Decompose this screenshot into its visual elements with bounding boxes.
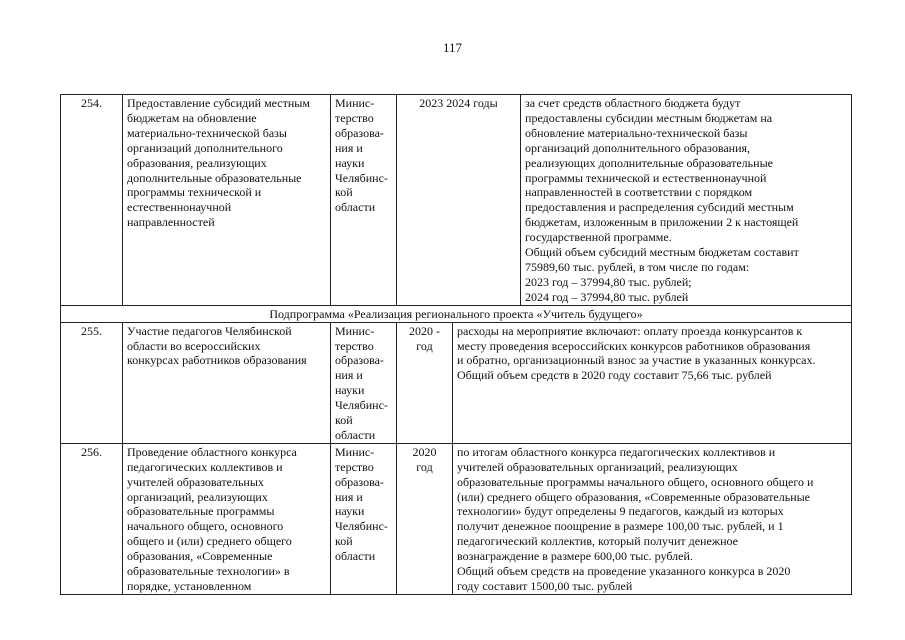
row-number: 255. — [61, 322, 123, 443]
page-number: 117 — [442, 40, 463, 55]
activity-title: Участие педагогов Челябинской области во всероссийских конкурсах работников образования — [123, 322, 331, 443]
activity-title: Предоставление субсидий местным бюджетам на обновление материально-технической базы организаций дополнительного образования, реализующих дополнительные образовательные программы технической и естественнонаучной направленностей — [123, 95, 331, 306]
period: 2020 - год — [397, 322, 453, 443]
period: 2020 год — [397, 443, 453, 594]
row-number: 256. — [61, 443, 123, 594]
table-row-255 — [61, 322, 852, 443]
activity-description: за счет средств областного бюджета будут предоставлены субсидии местным бюджетам на обновление материально-технической базы организаций дополнительного образования, реализующих дополнительные образовательные программы технической и естественнонаучной направленностей в соответствии с порядком предоставления и распределения субсидий местным бюджетам, изложенным в приложении 2 к настоящей государственной программе. Общий объем субсидий местным бюджетам составит 75989,60 тыс. рублей, в том числе по годам: 2023 год – 37994,80 тыс. рублей; 2024 год – 37994,80 тыс. рублей — [521, 95, 852, 306]
subprogram-title: Подпрограмма «Реализация регионального проекта «Учитель будущего» — [61, 305, 852, 322]
period: 2023 2024 годы — [397, 95, 521, 306]
row-number: 254. — [61, 95, 123, 306]
table-row-254 — [61, 95, 852, 306]
activity-description: расходы на мероприятие включают: оплату проезда конкурсантов к месту проведения всероссийских конкурсов работников образования и обратно, организационный взнос за участие в указанных конкурсах. Общий объем средств в 2020 году составит 75,66 тыс. рублей — [453, 322, 852, 443]
responsible-org: Минис- терство образова- ния и науки Челябинс- кой области — [331, 322, 397, 443]
activities-table — [60, 94, 852, 595]
responsible-org: Минис- терство образова- ния и науки Челябинс- кой области — [331, 95, 397, 306]
activity-description: по итогам областного конкурса педагогических коллективов и учителей образовательных организаций, реализующих образовательные программы начального общего, основного общего и (или) среднего общего образования, «Современные образовательные технологии» будут определены 9 педагогов, каждый из которых получит денежное поощрение в размере 100,00 тыс. рублей, и 1 педагогический коллектив, который получит денежное вознаграждение в размере 600,00 тыс. рублей. Общий объем средств на проведение указанного конкурса в 2020 году составит 1500,00 тыс. рублей — [453, 443, 852, 594]
subprogram-header-row — [61, 305, 852, 322]
activity-title: Проведение областного конкурса педагогических коллективов и учителей образовательных организаций, реализующих образовательные программы начального общего, основного общего и (или) среднего общего образования, «Современные образовательные технологии» в порядке, установленном — [123, 443, 331, 594]
responsible-org: Минис- терство образова- ния и науки Челябинс- кой области — [331, 443, 397, 594]
table-row-256 — [61, 443, 852, 594]
